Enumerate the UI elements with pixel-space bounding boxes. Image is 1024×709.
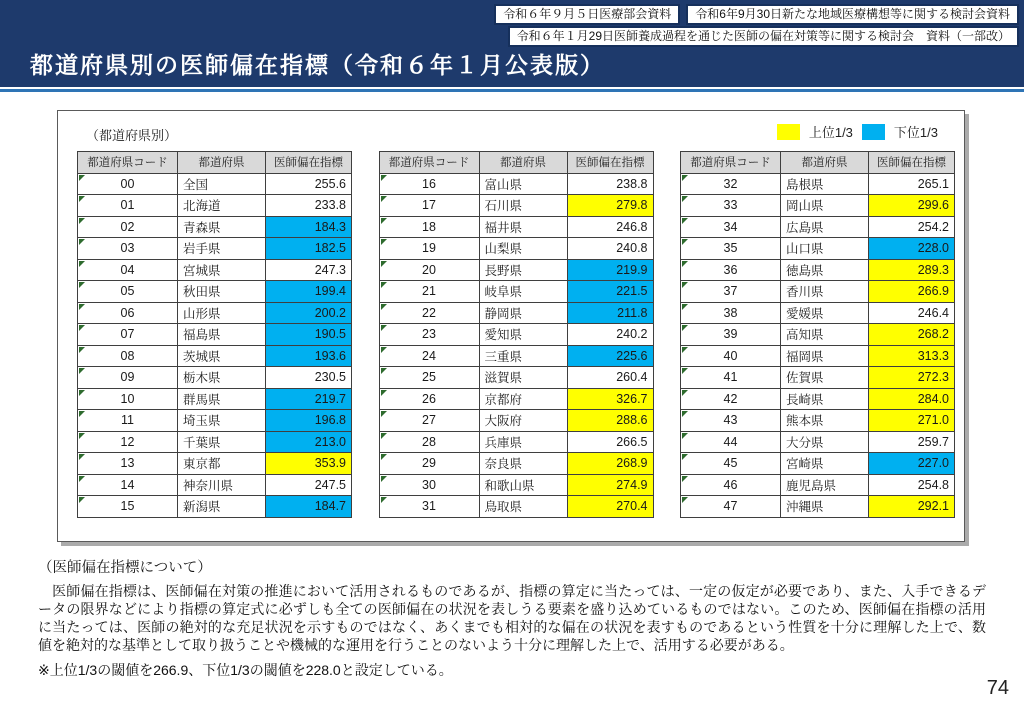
pref-code-cell: 00 [78, 173, 178, 195]
index-value-cell: 240.8 [567, 238, 653, 260]
page-number: 74 [986, 677, 1009, 699]
index-value-cell: 292.1 [869, 496, 955, 518]
pref-name-cell: 栃木県 [178, 367, 266, 389]
pref-name-cell: 全国 [178, 173, 266, 195]
index-value-cell: 196.8 [266, 410, 352, 432]
pref-code-cell: 21 [379, 281, 479, 303]
green-corner-marker-icon [381, 196, 387, 202]
prefecture-table-3 [680, 151, 955, 518]
pref-code-cell: 30 [379, 474, 479, 496]
pref-code-cell: 43 [681, 410, 781, 432]
column-header-1: 都道府県 [781, 152, 869, 174]
index-value-cell: 219.9 [567, 259, 653, 281]
green-corner-marker-icon [682, 218, 688, 224]
pref-name-cell: 香川県 [781, 281, 869, 303]
green-corner-marker-icon [682, 411, 688, 417]
green-corner-marker-icon [682, 282, 688, 288]
index-value-cell: 233.8 [266, 195, 352, 217]
index-value-cell: 247.5 [266, 474, 352, 496]
pref-name-cell: 沖縄県 [781, 496, 869, 518]
pref-name-cell: 滋賀県 [479, 367, 567, 389]
pref-code-cell: 37 [681, 281, 781, 303]
table-row [681, 281, 955, 303]
table-row [78, 238, 352, 260]
notes-body: 医師偏在指標は、医師偏在対策の推進において活用されるものであるが、指標の算定に当たっては、一定の仮定が必要であり、また、入手できるデータの限界などにより指標の算定式に必ずしも全ての医師偏在の状況を表しうる要素を盛り込めているものではない。このため、医師偏在指標の活用に当たっては、医師の絶対的な充足状況を示すものではなく、あくまでも相対的な偏在の状況を表すものであるという性質を十分に理解した上で、数値を絶対的な基準として取り扱うことや機械的な運用を行うことのないよう十分に理解した上で、活用する必要がある。 [38, 583, 986, 654]
index-value-cell: 199.4 [266, 281, 352, 303]
pref-name-cell: 埼玉県 [178, 410, 266, 432]
table-row [379, 302, 653, 324]
table-row [78, 410, 352, 432]
table-row [78, 216, 352, 238]
pref-name-cell: 福岡県 [781, 345, 869, 367]
index-value-cell: 246.8 [567, 216, 653, 238]
table-row [681, 410, 955, 432]
pref-name-cell: 山口県 [781, 238, 869, 260]
index-value-cell: 265.1 [869, 173, 955, 195]
table-row [681, 238, 955, 260]
index-value-cell: 353.9 [266, 453, 352, 475]
green-corner-marker-icon [79, 476, 85, 482]
pref-name-cell: 富山県 [479, 173, 567, 195]
pref-code-cell: 07 [78, 324, 178, 346]
green-corner-marker-icon [682, 304, 688, 310]
pref-code-cell: 46 [681, 474, 781, 496]
table-header-row [78, 152, 352, 174]
pref-code-cell: 36 [681, 259, 781, 281]
table-row [681, 195, 955, 217]
table-row [681, 388, 955, 410]
column-header-0: 都道府県コード [681, 152, 781, 174]
table-row [681, 345, 955, 367]
pref-name-cell: 宮崎県 [781, 453, 869, 475]
pref-name-cell: 広島県 [781, 216, 869, 238]
pref-name-cell: 新潟県 [178, 496, 266, 518]
prefecture-table-1 [77, 151, 352, 518]
table-row [379, 496, 653, 518]
legend [777, 122, 938, 141]
pref-name-cell: 茨城県 [178, 345, 266, 367]
green-corner-marker-icon [79, 497, 85, 503]
index-value-cell: 240.2 [567, 324, 653, 346]
pref-name-cell: 愛知県 [479, 324, 567, 346]
notes-footnote: ※上位1/3の閾値を266.9、下位1/3の閾値を228.0と設定している。 [38, 662, 453, 678]
pref-code-cell: 14 [78, 474, 178, 496]
pref-name-cell: 静岡県 [479, 302, 567, 324]
pref-code-cell: 28 [379, 431, 479, 453]
table-row [681, 431, 955, 453]
index-value-cell: 211.8 [567, 302, 653, 324]
pref-code-cell: 20 [379, 259, 479, 281]
source-label-2: 令和6年9月30日新たな地域医療構想等に関する検討会資料 [686, 4, 1019, 25]
legend-lower-label: 下位1/3 [893, 125, 938, 140]
green-corner-marker-icon [381, 390, 387, 396]
index-value-cell: 274.9 [567, 474, 653, 496]
pref-name-cell: 鳥取県 [479, 496, 567, 518]
green-corner-marker-icon [381, 175, 387, 181]
pref-name-cell: 奈良県 [479, 453, 567, 475]
index-value-cell: 225.6 [567, 345, 653, 367]
pref-name-cell: 山形県 [178, 302, 266, 324]
page-title: 都道府県別の医師偏在指標（令和６年１月公表版） [30, 52, 605, 78]
index-value-cell: 219.7 [266, 388, 352, 410]
pref-name-cell: 岩手県 [178, 238, 266, 260]
pref-code-cell: 04 [78, 259, 178, 281]
pref-name-cell: 神奈川県 [178, 474, 266, 496]
table-row [78, 388, 352, 410]
table-row [681, 173, 955, 195]
index-value-cell: 200.2 [266, 302, 352, 324]
pref-code-cell: 45 [681, 453, 781, 475]
green-corner-marker-icon [381, 497, 387, 503]
table-row [681, 259, 955, 281]
pref-name-cell: 千葉県 [178, 431, 266, 453]
pref-name-cell: 兵庫県 [479, 431, 567, 453]
pref-name-cell: 大分県 [781, 431, 869, 453]
pref-code-cell: 44 [681, 431, 781, 453]
table-row [379, 216, 653, 238]
index-value-cell: 247.3 [266, 259, 352, 281]
green-corner-marker-icon [79, 175, 85, 181]
table-row [379, 431, 653, 453]
pref-code-cell: 27 [379, 410, 479, 432]
pref-code-cell: 12 [78, 431, 178, 453]
notes-heading: （医師偏在指標について） [38, 560, 212, 576]
table-row [379, 453, 653, 475]
pref-code-cell: 41 [681, 367, 781, 389]
index-value-cell: 190.5 [266, 324, 352, 346]
pref-code-cell: 06 [78, 302, 178, 324]
column-header-2: 医師偏在指標 [567, 152, 653, 174]
pref-code-cell: 02 [78, 216, 178, 238]
source-label-1: 令和６年９月５日医療部会資料 [494, 4, 680, 25]
pref-code-cell: 38 [681, 302, 781, 324]
green-corner-marker-icon [682, 454, 688, 460]
green-corner-marker-icon [682, 368, 688, 374]
column-header-0: 都道府県コード [78, 152, 178, 174]
pref-code-cell: 18 [379, 216, 479, 238]
green-corner-marker-icon [79, 347, 85, 353]
pref-code-cell: 31 [379, 496, 479, 518]
index-value-cell: 227.0 [869, 453, 955, 475]
green-corner-marker-icon [381, 476, 387, 482]
index-value-cell: 299.6 [869, 195, 955, 217]
pref-name-cell: 熊本県 [781, 410, 869, 432]
green-corner-marker-icon [79, 304, 85, 310]
green-corner-marker-icon [79, 218, 85, 224]
green-corner-marker-icon [79, 282, 85, 288]
table-row [379, 345, 653, 367]
index-value-cell: 184.3 [266, 216, 352, 238]
index-value-cell: 271.0 [869, 410, 955, 432]
table-row [681, 324, 955, 346]
table-row [379, 474, 653, 496]
pref-name-cell: 北海道 [178, 195, 266, 217]
green-corner-marker-icon [682, 325, 688, 331]
index-value-cell: 254.2 [869, 216, 955, 238]
pref-name-cell: 宮城県 [178, 259, 266, 281]
pref-name-cell: 東京都 [178, 453, 266, 475]
pref-name-cell: 青森県 [178, 216, 266, 238]
index-value-cell: 230.5 [266, 367, 352, 389]
green-corner-marker-icon [682, 390, 688, 396]
table-row [78, 345, 352, 367]
index-value-cell: 193.6 [266, 345, 352, 367]
tables-section-label: （都道府県別） [86, 128, 178, 143]
table-row [379, 173, 653, 195]
pref-code-cell: 19 [379, 238, 479, 260]
green-corner-marker-icon [79, 325, 85, 331]
green-corner-marker-icon [381, 325, 387, 331]
pref-name-cell: 和歌山県 [479, 474, 567, 496]
green-corner-marker-icon [79, 390, 85, 396]
pref-code-cell: 09 [78, 367, 178, 389]
table-row [78, 281, 352, 303]
green-corner-marker-icon [381, 347, 387, 353]
green-corner-marker-icon [79, 239, 85, 245]
green-corner-marker-icon [682, 476, 688, 482]
column-header-1: 都道府県 [178, 152, 266, 174]
index-value-cell: 268.2 [869, 324, 955, 346]
pref-name-cell: 秋田県 [178, 281, 266, 303]
pref-code-cell: 11 [78, 410, 178, 432]
table-row [681, 453, 955, 475]
green-corner-marker-icon [381, 239, 387, 245]
index-value-cell: 272.3 [869, 367, 955, 389]
index-value-cell: 254.8 [869, 474, 955, 496]
table-row [78, 453, 352, 475]
pref-code-cell: 23 [379, 324, 479, 346]
pref-code-cell: 08 [78, 345, 178, 367]
pref-name-cell: 長崎県 [781, 388, 869, 410]
green-corner-marker-icon [79, 411, 85, 417]
table-row [379, 259, 653, 281]
green-corner-marker-icon [79, 368, 85, 374]
index-value-cell: 266.5 [567, 431, 653, 453]
pref-code-cell: 47 [681, 496, 781, 518]
index-value-cell: 284.0 [869, 388, 955, 410]
legend-lower-swatch [862, 124, 885, 140]
table-row [379, 195, 653, 217]
pref-name-cell: 愛媛県 [781, 302, 869, 324]
pref-name-cell: 長野県 [479, 259, 567, 281]
header-accent-line [0, 89, 1024, 92]
pref-code-cell: 22 [379, 302, 479, 324]
green-corner-marker-icon [682, 497, 688, 503]
pref-code-cell: 24 [379, 345, 479, 367]
green-corner-marker-icon [381, 261, 387, 267]
table-row [78, 324, 352, 346]
green-corner-marker-icon [381, 282, 387, 288]
index-value-cell: 313.3 [869, 345, 955, 367]
index-value-cell: 255.6 [266, 173, 352, 195]
table-row [379, 388, 653, 410]
green-corner-marker-icon [682, 239, 688, 245]
green-corner-marker-icon [79, 454, 85, 460]
pref-code-cell: 01 [78, 195, 178, 217]
table-row [78, 259, 352, 281]
table-row [379, 281, 653, 303]
index-value-cell: 260.4 [567, 367, 653, 389]
table-header-row [379, 152, 653, 174]
pref-name-cell: 京都府 [479, 388, 567, 410]
legend-upper-swatch [777, 124, 800, 140]
table-row [379, 410, 653, 432]
index-value-cell: 221.5 [567, 281, 653, 303]
table-row [379, 238, 653, 260]
pref-code-cell: 34 [681, 216, 781, 238]
pref-code-cell: 16 [379, 173, 479, 195]
source-label-3: 令和６年１月29日医師養成過程を通じた医師の偏在対策等に関する検討会 資料（一部改） [508, 26, 1019, 47]
green-corner-marker-icon [381, 433, 387, 439]
pref-code-cell: 10 [78, 388, 178, 410]
index-value-cell: 182.5 [266, 238, 352, 260]
pref-code-cell: 33 [681, 195, 781, 217]
header-band [0, 0, 1024, 87]
pref-code-cell: 05 [78, 281, 178, 303]
source-labels-row2 [508, 26, 1019, 47]
table-row [78, 496, 352, 518]
table-row [78, 302, 352, 324]
pref-name-cell: 山梨県 [479, 238, 567, 260]
green-corner-marker-icon [682, 175, 688, 181]
table-row [78, 367, 352, 389]
index-value-cell: 238.8 [567, 173, 653, 195]
index-value-cell: 289.3 [869, 259, 955, 281]
column-header-2: 医師偏在指標 [869, 152, 955, 174]
pref-code-cell: 39 [681, 324, 781, 346]
index-value-cell: 326.7 [567, 388, 653, 410]
pref-name-cell: 岐阜県 [479, 281, 567, 303]
table-row [78, 431, 352, 453]
pref-name-cell: 群馬県 [178, 388, 266, 410]
pref-code-cell: 26 [379, 388, 479, 410]
pref-name-cell: 福井県 [479, 216, 567, 238]
table-row [78, 195, 352, 217]
pref-code-cell: 32 [681, 173, 781, 195]
pref-code-cell: 42 [681, 388, 781, 410]
green-corner-marker-icon [682, 261, 688, 267]
pref-name-cell: 高知県 [781, 324, 869, 346]
table-row [379, 324, 653, 346]
green-corner-marker-icon [381, 411, 387, 417]
pref-name-cell: 石川県 [479, 195, 567, 217]
tables-row [77, 151, 955, 518]
index-value-cell: 288.6 [567, 410, 653, 432]
green-corner-marker-icon [79, 196, 85, 202]
index-value-cell: 279.8 [567, 195, 653, 217]
pref-code-cell: 15 [78, 496, 178, 518]
pref-code-cell: 17 [379, 195, 479, 217]
pref-code-cell: 35 [681, 238, 781, 260]
table-row [681, 496, 955, 518]
pref-name-cell: 鹿児島県 [781, 474, 869, 496]
column-header-2: 医師偏在指標 [266, 152, 352, 174]
prefecture-table-2 [379, 151, 654, 518]
table-row [681, 302, 955, 324]
index-value-cell: 184.7 [266, 496, 352, 518]
pref-name-cell: 岡山県 [781, 195, 869, 217]
pref-name-cell: 佐賀県 [781, 367, 869, 389]
index-value-cell: 246.4 [869, 302, 955, 324]
source-labels-row1 [494, 4, 1019, 25]
green-corner-marker-icon [682, 433, 688, 439]
pref-name-cell: 徳島県 [781, 259, 869, 281]
index-value-cell: 228.0 [869, 238, 955, 260]
green-corner-marker-icon [682, 196, 688, 202]
table-row [78, 474, 352, 496]
table-row [681, 216, 955, 238]
green-corner-marker-icon [79, 261, 85, 267]
pref-code-cell: 29 [379, 453, 479, 475]
pref-code-cell: 13 [78, 453, 178, 475]
index-value-cell: 270.4 [567, 496, 653, 518]
green-corner-marker-icon [381, 454, 387, 460]
green-corner-marker-icon [682, 347, 688, 353]
tables-panel [57, 110, 965, 542]
index-value-cell: 268.9 [567, 453, 653, 475]
index-value-cell: 213.0 [266, 431, 352, 453]
pref-name-cell: 大阪府 [479, 410, 567, 432]
table-row [681, 474, 955, 496]
table-row [379, 367, 653, 389]
pref-name-cell: 三重県 [479, 345, 567, 367]
pref-code-cell: 25 [379, 367, 479, 389]
green-corner-marker-icon [381, 368, 387, 374]
table-row [78, 173, 352, 195]
pref-name-cell: 福島県 [178, 324, 266, 346]
table-row [681, 367, 955, 389]
table-header-row [681, 152, 955, 174]
pref-code-cell: 40 [681, 345, 781, 367]
index-value-cell: 266.9 [869, 281, 955, 303]
green-corner-marker-icon [381, 304, 387, 310]
green-corner-marker-icon [79, 433, 85, 439]
column-header-1: 都道府県 [479, 152, 567, 174]
index-value-cell: 259.7 [869, 431, 955, 453]
green-corner-marker-icon [381, 218, 387, 224]
column-header-0: 都道府県コード [379, 152, 479, 174]
pref-code-cell: 03 [78, 238, 178, 260]
pref-name-cell: 島根県 [781, 173, 869, 195]
legend-upper-label: 上位1/3 [808, 125, 853, 140]
